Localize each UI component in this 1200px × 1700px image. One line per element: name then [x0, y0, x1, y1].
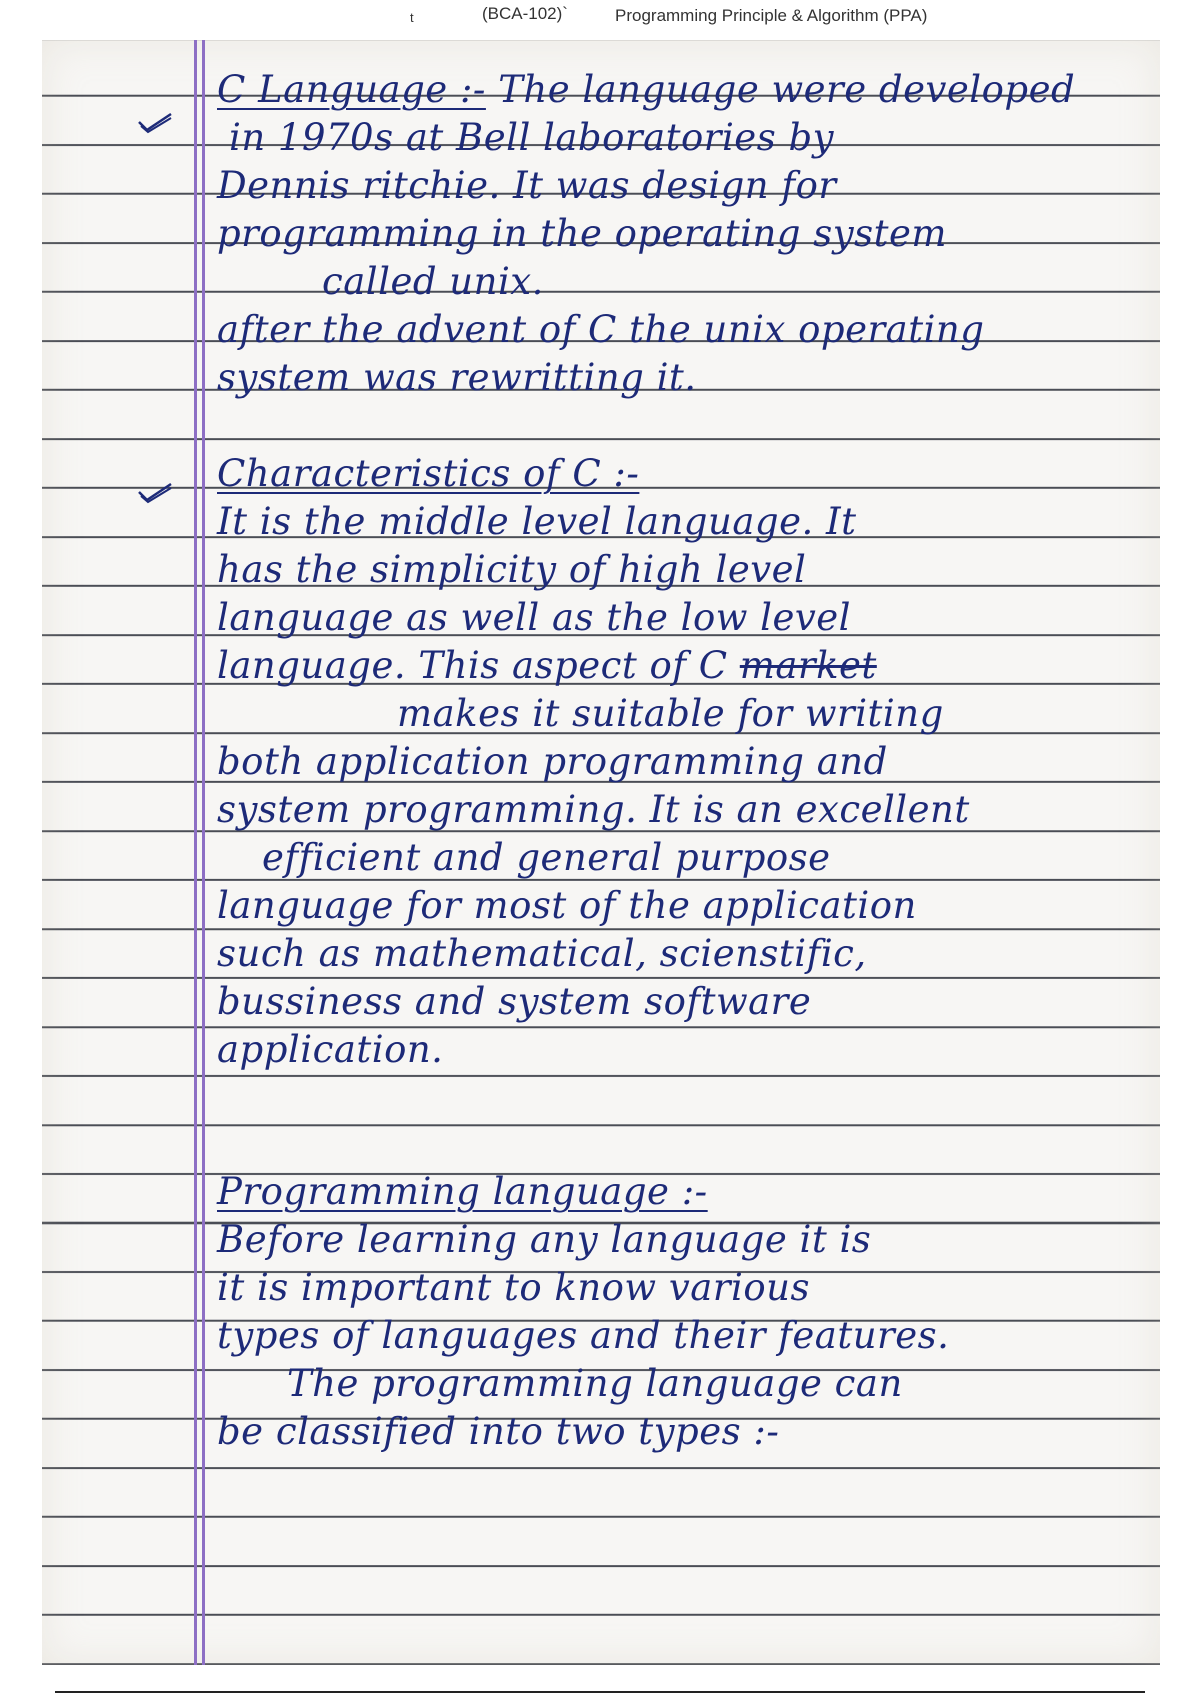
text-line: The programming language can: [287, 1362, 903, 1405]
subject-title: Programming Principle & Algorithm (PPA): [615, 6, 928, 25]
text-line: called unix.: [322, 260, 544, 303]
margin-line: [202, 40, 205, 1665]
notebook-page: [42, 40, 1160, 1665]
text-line: application.: [217, 1028, 444, 1071]
section-heading-programming-language: Programming language :-: [217, 1170, 708, 1213]
text-line: system was rewritting it.: [217, 356, 697, 399]
text-line: The language were developed: [498, 68, 1076, 111]
margin-line: [194, 40, 197, 1665]
text-line: types of languages and their features.: [217, 1314, 950, 1357]
text-line: Dennis ritchie. It was design for: [217, 164, 837, 207]
text-line: after the advent of C the unix operating: [217, 308, 985, 351]
text-line: Before learning any language it is: [217, 1218, 872, 1261]
text-line: language for most of the application: [217, 884, 917, 927]
text-line: both application programming and: [217, 740, 888, 783]
header-mark: t: [410, 10, 414, 25]
check-mark-icon: [137, 112, 173, 134]
section-heading-characteristics: Characteristics of C :-: [217, 452, 640, 495]
text-line: such as mathematical, scienstific,: [217, 932, 867, 975]
check-mark-icon: [137, 482, 173, 504]
text-line: in 1970s at Bell laboratories by: [229, 116, 835, 159]
text-line: be classified into two types :-: [217, 1410, 780, 1453]
text-line: makes it suitable for writing: [397, 692, 944, 735]
text-line: programming in the operating system: [217, 212, 947, 255]
page-bottom-rule: [55, 1691, 1145, 1693]
page-header: [0, 0, 1200, 36]
text-line: bussiness and system software: [217, 980, 812, 1023]
section-heading-c-language: C Language :-: [217, 68, 486, 111]
struck-word: market: [739, 644, 877, 687]
text-line: efficient and general purpose: [262, 836, 831, 879]
text-line: language. This aspect of C: [217, 644, 728, 687]
course-code: (BCA-102)`: [482, 4, 568, 23]
text-line: system programming. It is an excellent: [217, 788, 970, 831]
text-line: language as well as the low level: [217, 596, 852, 639]
text-line: it is important to know various: [217, 1266, 810, 1309]
text-line: has the simplicity of high level: [217, 548, 807, 591]
text-line: It is the middle level language. It: [217, 500, 857, 543]
